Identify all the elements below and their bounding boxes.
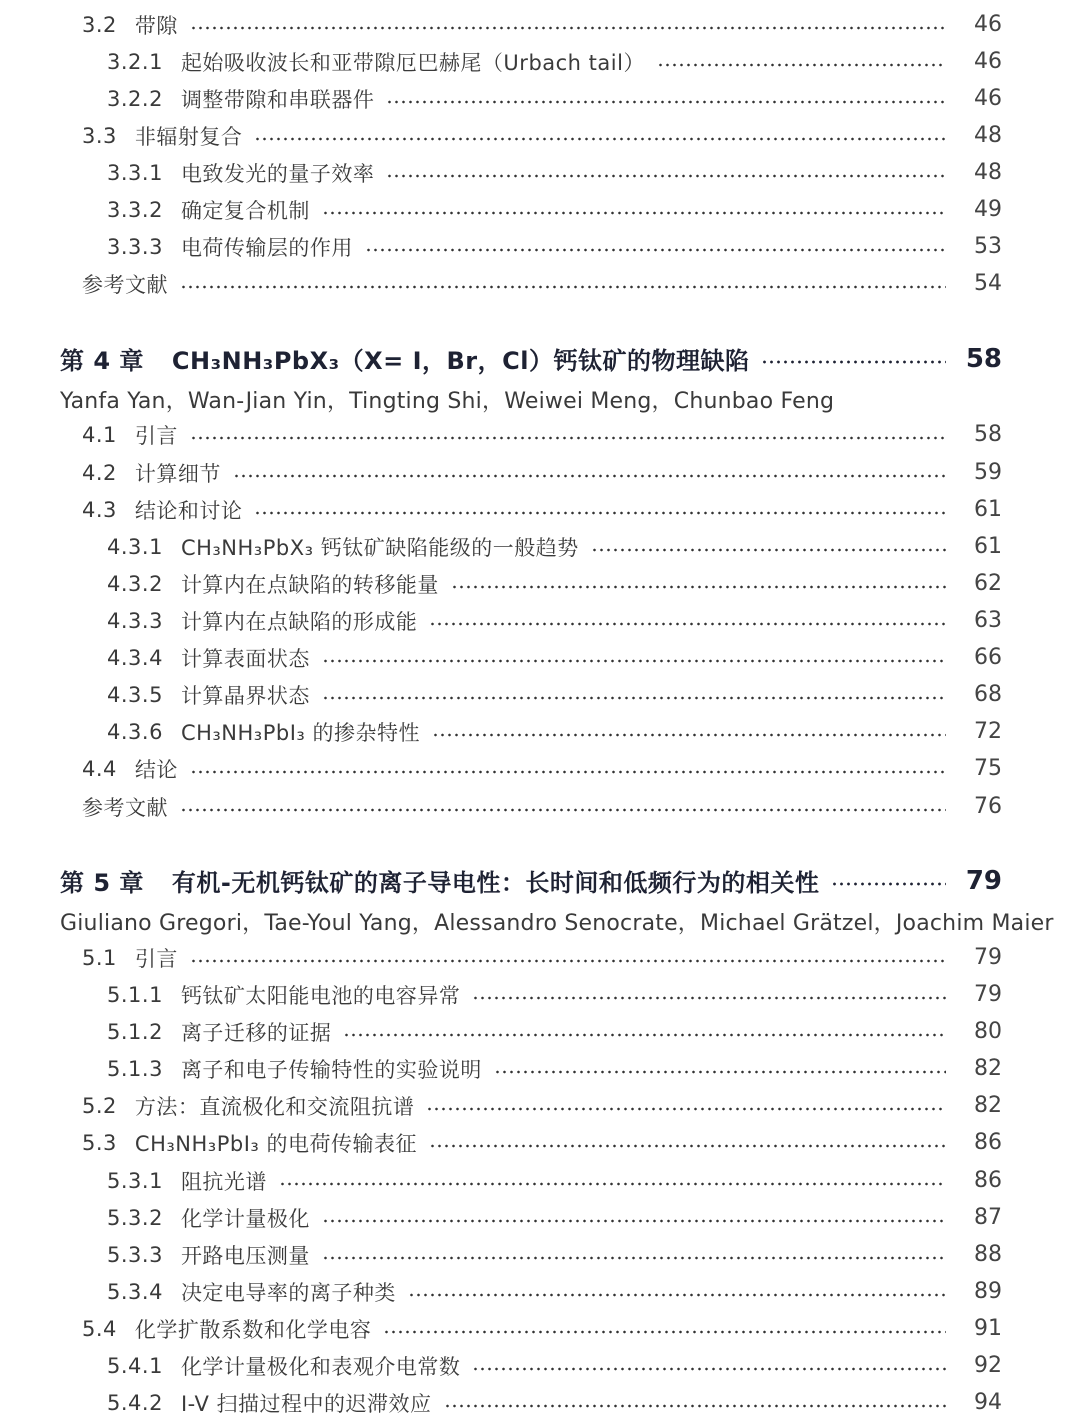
entry-page: 79	[974, 945, 1002, 970]
entry-title: 开路电压测量	[180, 1243, 310, 1268]
entry-title: CH₃NH₃PbX₃ 钙钛矿缺陷能级的一般趋势	[180, 535, 579, 560]
toc-entry[interactable]	[0, 191, 1080, 228]
entry-page: 79	[974, 982, 1002, 1007]
toc-entry[interactable]	[0, 1087, 1080, 1124]
entry-page: 87	[974, 1205, 1002, 1230]
entry-number: 5.1	[82, 945, 117, 970]
entry-page: 66	[974, 645, 1002, 670]
dot-leader	[472, 996, 946, 1000]
entry-number: 4.1	[82, 422, 117, 447]
entry-page: 46	[974, 86, 1002, 111]
entry-page: 61	[974, 497, 1002, 522]
entry-title: 结论	[134, 757, 178, 782]
entry-page: 92	[974, 1353, 1002, 1378]
dot-leader	[383, 1330, 946, 1334]
toc-entry[interactable]	[0, 1199, 1080, 1236]
dot-leader	[233, 474, 946, 478]
toc-entry[interactable]	[0, 713, 1080, 750]
toc-entry[interactable]	[0, 43, 1080, 80]
entry-number: 3.3.3	[107, 234, 163, 259]
entry-number: 3.3	[82, 123, 117, 148]
entry-number: 3.2.1	[107, 49, 163, 74]
entry-title: 电致发光的量子效率	[180, 161, 375, 186]
chapter-authors: Giuliano Gregori，Tae-Youl Yang，Alessandro Senocrate，Michael Grätzel，Joachim Maier	[60, 911, 1054, 936]
entry-title: 引言	[134, 946, 178, 971]
toc-entry[interactable]	[0, 602, 1080, 639]
toc-entry[interactable]	[0, 639, 1080, 676]
dot-leader	[408, 1293, 946, 1297]
dot-leader	[190, 436, 946, 440]
entry-page: 80	[974, 1019, 1002, 1044]
entry-page: 68	[974, 682, 1002, 707]
entry-page: 54	[974, 271, 1002, 296]
entry-number: 5.3.2	[107, 1205, 163, 1230]
toc-entry[interactable]	[0, 1236, 1080, 1273]
entry-title: 确定复合机制	[180, 198, 310, 223]
entry-title: 离子迁移的证据	[180, 1020, 332, 1045]
dot-leader	[591, 548, 946, 552]
dot-leader	[432, 733, 946, 737]
dot-leader	[494, 1070, 946, 1074]
dot-leader	[254, 511, 946, 515]
dot-leader	[322, 696, 946, 700]
entry-number: 5.3	[82, 1130, 117, 1155]
dot-leader	[472, 1367, 946, 1371]
dot-leader	[657, 63, 946, 67]
toc-entry[interactable]	[0, 228, 1080, 265]
entry-page: 48	[974, 123, 1002, 148]
entry-page: 86	[974, 1130, 1002, 1155]
toc-entry-references[interactable]	[0, 788, 1080, 825]
toc-entry[interactable]	[0, 1347, 1080, 1384]
entry-title: I-V 扫描过程中的迟滞效应	[180, 1391, 432, 1416]
chapter-title: 有机-无机钙钛矿的离子导电性：长时间和低频行为的相关性	[171, 869, 820, 897]
entry-page: 76	[974, 794, 1002, 819]
entry-title: 参考文献	[82, 795, 168, 820]
toc-entry[interactable]	[0, 976, 1080, 1013]
dot-leader	[429, 1144, 946, 1148]
chapter-authors: Yanfa Yan，Wan-Jian Yin，Tingting Shi，Weiwei Meng，Chunbao Feng	[60, 389, 835, 414]
entry-title: 化学计量极化	[180, 1206, 310, 1231]
entry-title: 引言	[134, 423, 178, 448]
entry-number: 5.3.1	[107, 1168, 163, 1193]
chapter-page: 58	[965, 343, 1002, 374]
entry-number: 5.1.2	[107, 1019, 163, 1044]
toc-entry[interactable]	[0, 565, 1080, 602]
toc-entry[interactable]	[0, 939, 1080, 976]
dot-leader	[190, 959, 946, 963]
entry-title: CH₃NH₃PbI₃ 的掺杂特性	[180, 720, 421, 745]
dot-leader	[386, 100, 946, 104]
dot-leader	[429, 622, 946, 626]
entry-page: 59	[974, 460, 1002, 485]
entry-title: 参考文献	[82, 272, 168, 297]
entry-page: 53	[974, 234, 1002, 259]
toc-entry[interactable]	[0, 1013, 1080, 1050]
entry-page: 75	[974, 756, 1002, 781]
entry-title: 结论和讨论	[134, 498, 243, 523]
entry-page: 91	[974, 1316, 1002, 1341]
toc-entry[interactable]	[0, 1384, 1080, 1421]
dot-leader	[322, 1219, 946, 1223]
entry-page: 82	[974, 1093, 1002, 1118]
entry-number: 3.2.2	[107, 86, 163, 111]
entry-number: 5.1.3	[107, 1056, 163, 1081]
toc-entry[interactable]	[0, 1162, 1080, 1199]
entry-title: 非辐射复合	[134, 124, 243, 149]
toc-entry[interactable]	[0, 416, 1080, 453]
toc-entry[interactable]	[0, 1273, 1080, 1310]
entry-number: 4.2	[82, 460, 117, 485]
entry-number: 4.3.6	[107, 719, 163, 744]
entry-title: 起始吸收波长和亚带隙厄巴赫尾（Urbach tail）	[180, 50, 645, 75]
entry-title: 计算细节	[134, 461, 221, 486]
entry-page: 88	[974, 1242, 1002, 1267]
dot-leader	[190, 770, 946, 774]
entry-number: 5.4	[82, 1316, 117, 1341]
entry-page: 72	[974, 719, 1002, 744]
entry-title: 决定电导率的离子种类	[180, 1280, 396, 1305]
entry-title: 计算内在点缺陷的形成能	[180, 609, 418, 634]
entry-title: 化学扩散系数和化学电容	[134, 1317, 372, 1342]
entry-number: 5.1.1	[107, 982, 163, 1007]
dot-leader	[386, 174, 946, 178]
toc-entry[interactable]	[0, 491, 1080, 528]
toc-entry[interactable]	[0, 6, 1080, 43]
entry-title: 阻抗光谱	[180, 1169, 267, 1194]
toc-entry[interactable]	[0, 750, 1080, 787]
dot-leader	[365, 248, 946, 252]
toc-entry[interactable]	[0, 1124, 1080, 1161]
entry-page: 49	[974, 197, 1002, 222]
dot-leader	[444, 1404, 946, 1408]
entry-page: 62	[974, 571, 1002, 596]
dot-leader	[761, 360, 946, 364]
entry-page: 63	[974, 608, 1002, 633]
entry-title: 计算表面状态	[180, 646, 310, 671]
chapter-heading-4[interactable]	[0, 340, 1080, 377]
chapter-title: CH₃NH₃PbX₃（X= I，Br，Cl）钙钛矿的物理缺陷	[171, 347, 750, 375]
dot-leader	[322, 659, 946, 663]
entry-number: 5.3.3	[107, 1242, 163, 1267]
entry-number: 3.3.2	[107, 197, 163, 222]
dot-leader	[343, 1033, 946, 1037]
entry-number: 4.3.4	[107, 645, 163, 670]
entry-page: 48	[974, 160, 1002, 185]
chapter-label: 第 5 章	[60, 869, 144, 897]
toc-entry[interactable]	[0, 528, 1080, 565]
entry-number: 5.4.1	[107, 1353, 163, 1378]
entry-number: 4.3.1	[107, 534, 163, 559]
entry-title: 方法：直流极化和交流阻抗谱	[134, 1094, 415, 1119]
entry-page: 46	[974, 49, 1002, 74]
dot-leader	[322, 1256, 946, 1260]
entry-page: 82	[974, 1056, 1002, 1081]
dot-leader	[831, 882, 946, 886]
dot-leader	[254, 137, 946, 141]
entry-number: 3.2	[82, 12, 117, 37]
dot-leader	[190, 26, 946, 30]
toc-entry[interactable]	[0, 676, 1080, 713]
entry-number: 4.3.2	[107, 571, 163, 596]
entry-page: 89	[974, 1279, 1002, 1304]
entry-title: 计算内在点缺陷的转移能量	[180, 572, 439, 597]
entry-number: 5.3.4	[107, 1279, 163, 1304]
entry-number: 5.4.2	[107, 1390, 163, 1415]
entry-title: 带隙	[134, 13, 178, 38]
toc-entry[interactable]	[0, 1050, 1080, 1087]
chapter-heading-5[interactable]	[0, 862, 1080, 899]
dot-leader	[180, 285, 946, 289]
entry-page: 94	[974, 1390, 1002, 1415]
chapter-page: 79	[965, 865, 1002, 896]
entry-number: 4.3.3	[107, 608, 163, 633]
entry-page: 58	[974, 422, 1002, 447]
dot-leader	[451, 585, 946, 589]
entry-page: 46	[974, 12, 1002, 37]
entry-number: 4.3.5	[107, 682, 163, 707]
entry-title: 计算晶界状态	[180, 683, 310, 708]
chapter-label: 第 4 章	[60, 347, 144, 375]
toc-entry[interactable]	[0, 1310, 1080, 1347]
entry-title: 钙钛矿太阳能电池的电容异常	[180, 983, 461, 1008]
dot-leader	[426, 1107, 946, 1111]
toc-entry[interactable]	[0, 154, 1080, 191]
entry-number: 4.3	[82, 497, 117, 522]
toc-entry[interactable]	[0, 454, 1080, 491]
entry-title: CH₃NH₃PbI₃ 的电荷传输表征	[134, 1131, 417, 1156]
toc-entry-references[interactable]	[0, 265, 1080, 302]
entry-page: 61	[974, 534, 1002, 559]
entry-page: 86	[974, 1168, 1002, 1193]
toc-entry[interactable]	[0, 117, 1080, 154]
toc-entry[interactable]	[0, 80, 1080, 117]
entry-number: 3.3.1	[107, 160, 163, 185]
dot-leader	[322, 211, 946, 215]
entry-title: 离子和电子传输特性的实验说明	[180, 1057, 482, 1082]
dot-leader	[279, 1182, 946, 1186]
entry-title: 电荷传输层的作用	[180, 235, 353, 260]
entry-title: 调整带隙和串联器件	[180, 87, 375, 112]
entry-number: 5.2	[82, 1093, 117, 1118]
entry-number: 4.4	[82, 756, 117, 781]
entry-title: 化学计量极化和表观介电常数	[180, 1354, 461, 1379]
dot-leader	[180, 808, 946, 812]
